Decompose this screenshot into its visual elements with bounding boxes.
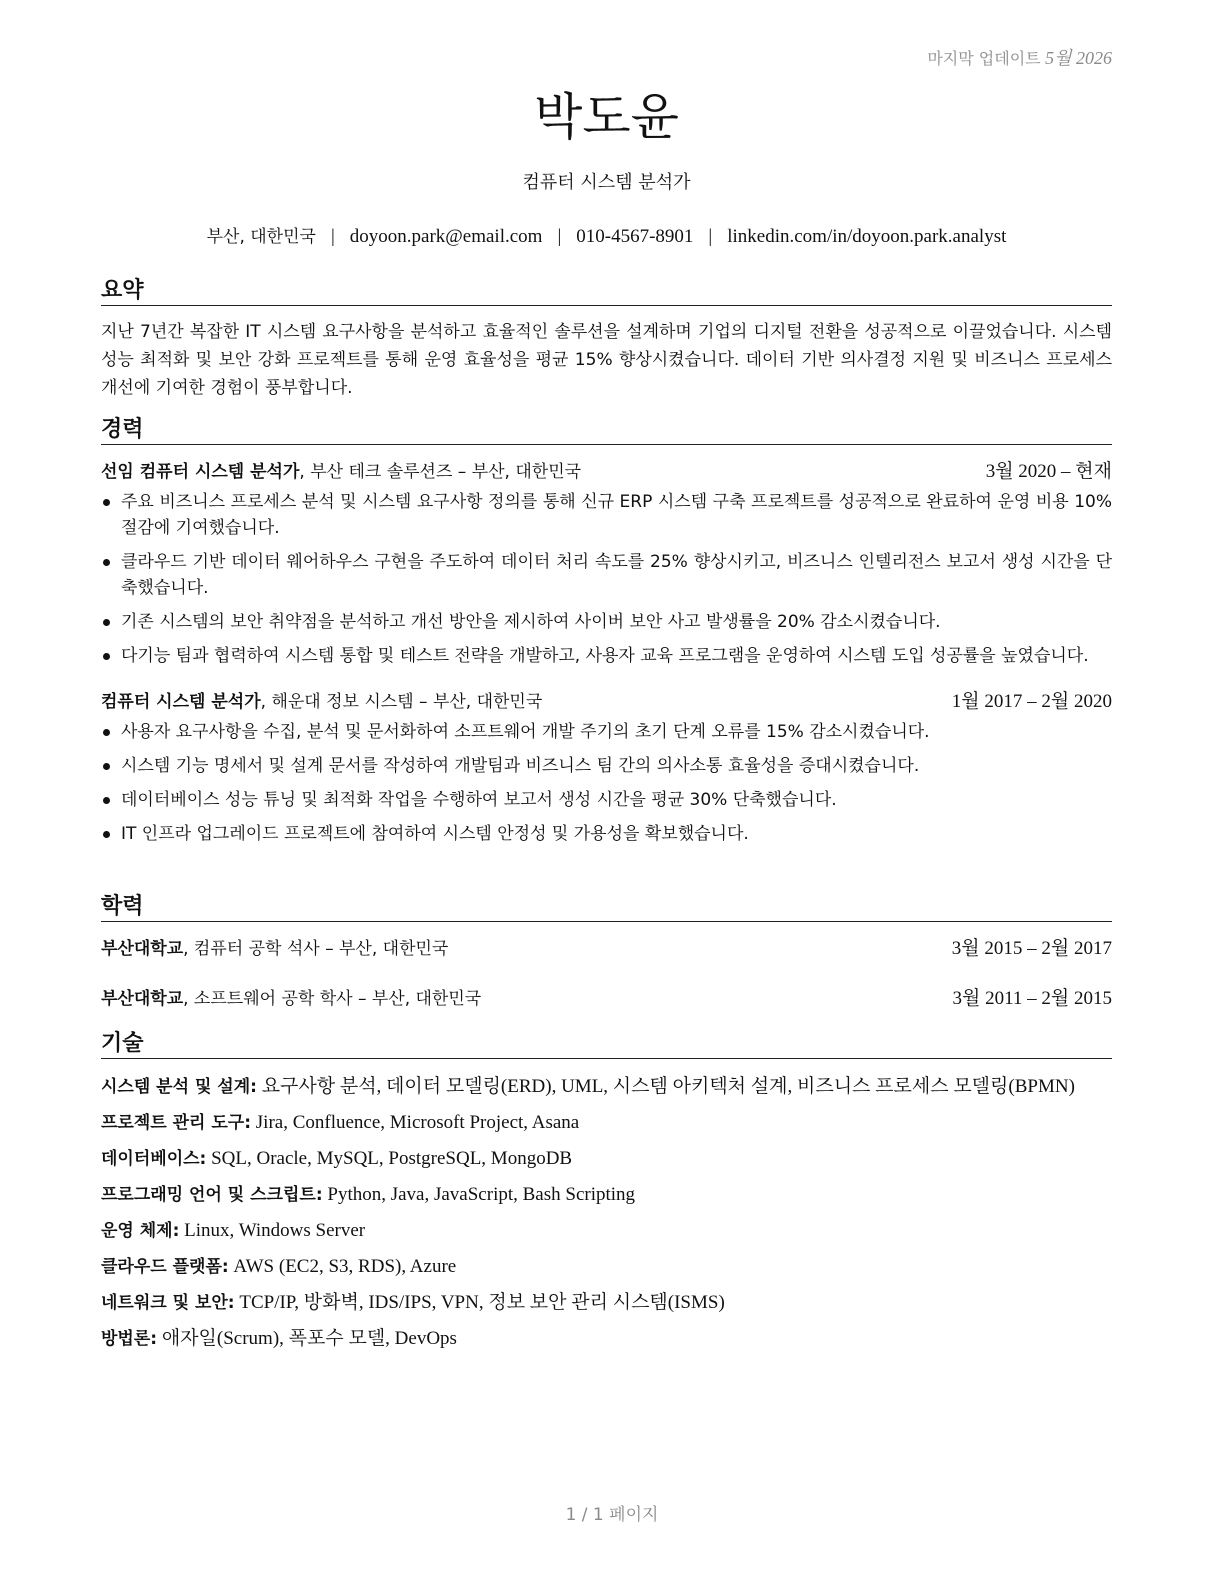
education-dates: 3월 2011 – 2월 2015	[952, 988, 1112, 1009]
contact-separator: |	[557, 226, 562, 247]
skill-label: 프로그래밍 언어 및 스크립트:	[101, 1185, 323, 1205]
summary-text: 지난 7년간 복잡한 IT 시스템 요구사항을 분석하고 효율적인 솔루션을 설계하며 기업의 디지털 전환을 성공적으로 이끌었습니다. 시스템 성능 최적화 및 보안 강화 프로젝트를 통해 운영 효율성을 평균 15% 향상시켰습니다. 데이터 기반 의사결정 지원 및 비즈니스 프로세스 개선에 기여한 경험이 풍부합니다.	[101, 322, 1112, 398]
job-header	[101, 687, 1112, 717]
contact-linkedin[interactable]: linkedin.com/in/doyoon.park.analyst	[727, 226, 1007, 247]
skill-row	[101, 1177, 1112, 1213]
skills-list	[101, 1069, 1112, 1357]
skill-value: 요구사항 분석, 데이터 모델링(ERD), UML, 시스템 아키텍처 설계, 비즈니스 프로세스 모델링(BPMN)	[256, 1076, 1075, 1097]
skill-label: 클라우드 플랫폼:	[101, 1257, 229, 1277]
job-bullets	[101, 719, 1112, 847]
last-updated-label: 마지막 업데이트	[927, 49, 1041, 68]
last-updated-date: 5월 2026	[1045, 48, 1112, 68]
job-bullet: 다기능 팀과 협력하여 시스템 통합 및 테스트 전략을 개발하고, 사용자 교육 프로그램을 운영하여 시스템 도입 성공률을 높였습니다.	[101, 643, 1112, 669]
experience-section	[101, 416, 1112, 855]
skill-label: 운영 체제:	[101, 1221, 180, 1241]
skill-value: AWS (EC2, S3, RDS), Azure	[228, 1256, 457, 1277]
job-dates: 3월 2020 – 현재	[985, 461, 1112, 482]
education-dates: 3월 2015 – 2월 2017	[951, 938, 1112, 959]
candidate-name: 박도윤	[534, 88, 679, 146]
job-bullet: 기존 시스템의 보안 취약점을 분석하고 개선 방안을 제시하여 사이버 보안 사고 발생률을 20% 감소시켰습니다.	[101, 609, 1112, 635]
skill-value: SQL, Oracle, MySQL, PostgreSQL, MongoDB	[206, 1148, 573, 1169]
skill-label: 프로젝트 관리 도구:	[101, 1113, 252, 1133]
summary-section	[101, 277, 1112, 402]
skill-row	[101, 1141, 1112, 1177]
page-number: 1 / 1 페이지	[565, 1505, 659, 1525]
job-bullets	[101, 489, 1112, 669]
education-section	[101, 893, 1112, 1014]
skill-label: 데이터베이스:	[101, 1149, 207, 1169]
education-entry	[101, 934, 1112, 964]
skill-row	[101, 1105, 1112, 1141]
skill-label: 시스템 분석 및 설계:	[101, 1077, 257, 1097]
skill-row	[101, 1069, 1112, 1105]
job-company: , 해운대 정보 시스템 – 부산, 대한민국	[260, 692, 543, 712]
skill-row	[101, 1321, 1112, 1357]
contact-separator: |	[708, 226, 713, 247]
job-bullet: IT 인프라 업그레이드 프로젝트에 참여하여 시스템 안정성 및 가용성을 확보했습니다.	[101, 821, 1112, 847]
job-bullet: 데이터베이스 성능 튜닝 및 최적화 작업을 수행하여 보고서 생성 시간을 평균 30% 단축했습니다.	[101, 787, 1112, 813]
job-header	[101, 457, 1112, 487]
job-company: , 부산 테크 솔루션즈 – 부산, 대한민국	[299, 462, 582, 482]
contact-line	[101, 224, 1112, 250]
job-role: 컴퓨터 시스템 분석가	[101, 692, 261, 712]
job-role: 선임 컴퓨터 시스템 분석가	[101, 462, 300, 482]
summary-heading: 요약	[101, 277, 1112, 306]
education-school: 부산대학교	[101, 989, 184, 1009]
contact-location: 부산, 대한민국	[206, 227, 316, 247]
job-bullet: 시스템 기능 명세서 및 설계 문서를 작성하여 개발팀과 비즈니스 팀 간의 의사소통 효율성을 증대시켰습니다.	[101, 753, 1112, 779]
candidate-title: 컴퓨터 시스템 분석가	[522, 172, 691, 193]
last-updated	[927, 44, 1112, 70]
job-dates: 1월 2017 – 2월 2020	[951, 691, 1112, 712]
skill-label: 방법론:	[101, 1329, 158, 1349]
skill-value: TCP/IP, 방화벽, IDS/IPS, VPN, 정보 보안 관리 시스템(ISMS)	[234, 1292, 725, 1313]
education-detail: , 컴퓨터 공학 석사 – 부산, 대한민국	[183, 939, 449, 959]
education-detail: , 소프트웨어 공학 학사 – 부산, 대한민국	[183, 989, 482, 1009]
skill-row	[101, 1213, 1112, 1249]
experience-heading: 경력	[101, 416, 1112, 445]
job-entry	[101, 687, 1112, 847]
skill-value: Python, Java, JavaScript, Bash Scripting	[322, 1184, 636, 1205]
education-entry	[101, 984, 1112, 1014]
education-heading: 학력	[101, 893, 1112, 922]
job-bullet: 클라우드 기반 데이터 웨어하우스 구현을 주도하여 데이터 처리 속도를 25% 향상시키고, 비즈니스 인텔리전스 보고서 생성 시간을 단축했습니다.	[101, 549, 1112, 601]
job-entry	[101, 457, 1112, 669]
skills-heading: 기술	[101, 1030, 1112, 1059]
contact-separator: |	[330, 226, 335, 247]
skill-value: Jira, Confluence, Microsoft Project, Asana	[251, 1112, 580, 1133]
education-school: 부산대학교	[101, 939, 184, 959]
contact-email[interactable]: doyoon.park@email.com	[349, 226, 543, 247]
skill-value: 애자일(Scrum), 폭포수 모델, DevOps	[157, 1328, 457, 1349]
job-bullet: 사용자 요구사항을 수집, 분석 및 문서화하여 소프트웨어 개발 주기의 초기 단계 오류를 15% 감소시켰습니다.	[101, 719, 1112, 745]
skill-value: Linux, Windows Server	[179, 1220, 366, 1241]
skill-row	[101, 1249, 1112, 1285]
skills-section	[101, 1030, 1112, 1357]
skill-row	[101, 1285, 1112, 1321]
job-bullet: 주요 비즈니스 프로세스 분석 및 시스템 요구사항 정의를 통해 신규 ERP 시스템 구축 프로젝트를 성공적으로 완료하여 운영 비용 10% 절감에 기여했습니다.	[101, 489, 1112, 541]
skill-label: 네트워크 및 보안:	[101, 1293, 235, 1313]
contact-phone[interactable]: 010-4567-8901	[576, 226, 694, 247]
